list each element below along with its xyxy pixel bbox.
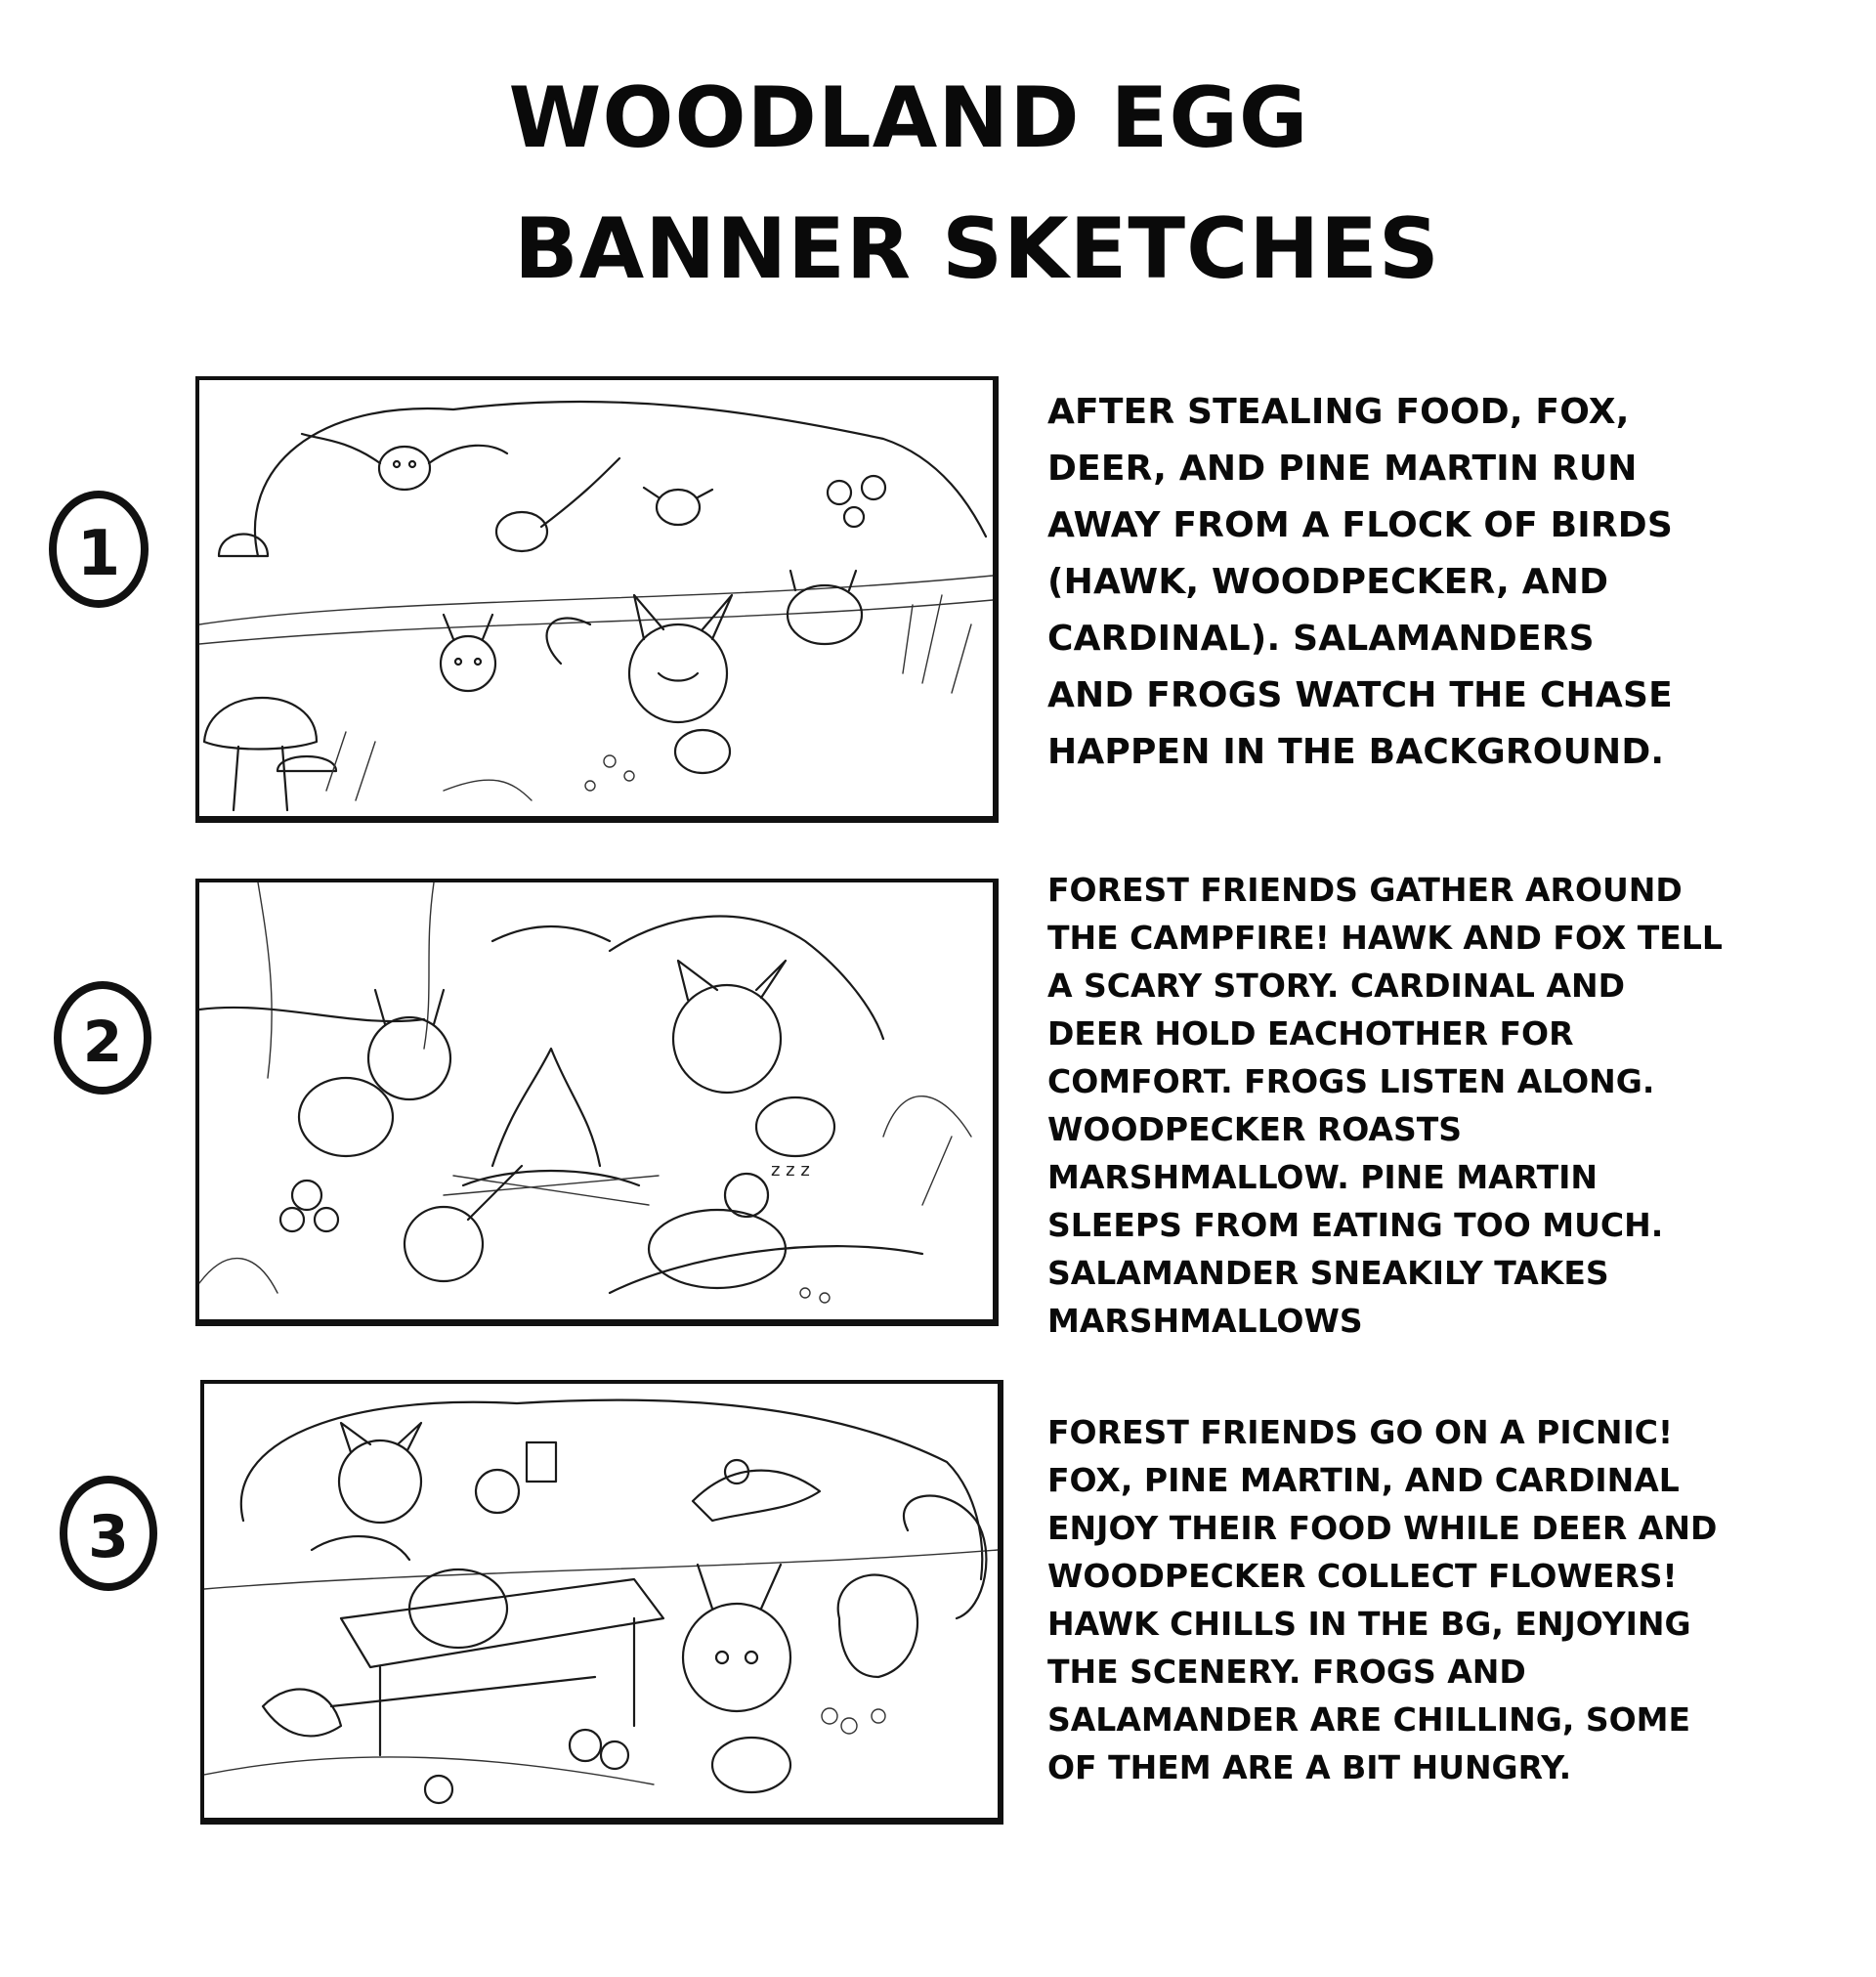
panel-1-number [45, 489, 152, 620]
panel-1-number-text: 1 [76, 518, 121, 590]
sketch-panel-1-drawing [199, 380, 993, 816]
sketch-panel-3-drawing [204, 1384, 998, 1818]
page-title-line-2: BANNER SKETCHES [514, 200, 1440, 298]
page-title-line-1: WOODLAND EGG [508, 69, 1309, 167]
panel-3-description: FOREST FRIENDS GO ON A PICNIC! FOX, PINE MARTIN, AND CARDINAL ENJOY THEIR FOOD WHILE DEER AND WOODPECKER COLLECT FLOWERS! HAWK CHILLS IN THE BG, ENJOYING THE SCENERY. FROGS AND SALAMANDER ARE CHILLING, SOME OF THEM ARE A BIT HUNGRY. [1047, 1413, 1718, 1786]
fox-and-hawk-sketch [610, 917, 883, 1156]
fox-sketch [312, 1423, 421, 1560]
picnic-table-sketch [331, 1569, 663, 1755]
panel-3-number [55, 1475, 162, 1606]
woodpecker-sketch [405, 1166, 522, 1281]
deer-sketch [441, 615, 495, 691]
sketch-panel-2 [195, 879, 999, 1326]
sketch-panel-3 [200, 1380, 1003, 1825]
sketch-panel-2-drawing [199, 882, 993, 1319]
fox-sketch [547, 595, 732, 773]
campfire-sketch [444, 1049, 659, 1205]
sleep-zzz-text: z z z [771, 1160, 810, 1181]
sketch-panel-1 [195, 376, 999, 823]
panel-1-description: AFTER STEALING FOOD, FOX, DEER, AND PINE MARTIN RUN AWAY FROM A FLOCK OF BIRDS (HAWK, WOODPECKER, AND CARDINAL). SALAMANDERS AND FROGS WATCH THE CHASE HAPPEN IN THE BACKGROUND. [1047, 392, 1674, 772]
panel-2-number-text: 2 [82, 1009, 123, 1075]
hawk-sketch [302, 434, 507, 490]
deer-sketch [683, 1565, 790, 1792]
panel-2-description: FOREST FRIENDS GATHER AROUND THE CAMPFIRE! HAWK AND FOX TELL A SCARY STORY. CARDINAL AND DEER HOLD EACHOTHER FOR COMFORT. FROGS LISTEN ALONG. WOODPECKER ROASTS MARSHMALLOW. PINE MARTIN SLEEPS FROM EATING TOO MUCH. SALAMANDER SNEAKILY TAKES MARSHMALLOWS [1047, 871, 1723, 1340]
panel-2-number [49, 979, 156, 1110]
hawk-sketch [693, 1460, 820, 1521]
panel-3-number-text: 3 [88, 1503, 129, 1571]
woodpecker-sketch [838, 1575, 917, 1677]
pine-martin-sketch [788, 571, 862, 644]
woodpecker-sketch [496, 458, 619, 551]
cardinal-sketch [644, 488, 712, 525]
